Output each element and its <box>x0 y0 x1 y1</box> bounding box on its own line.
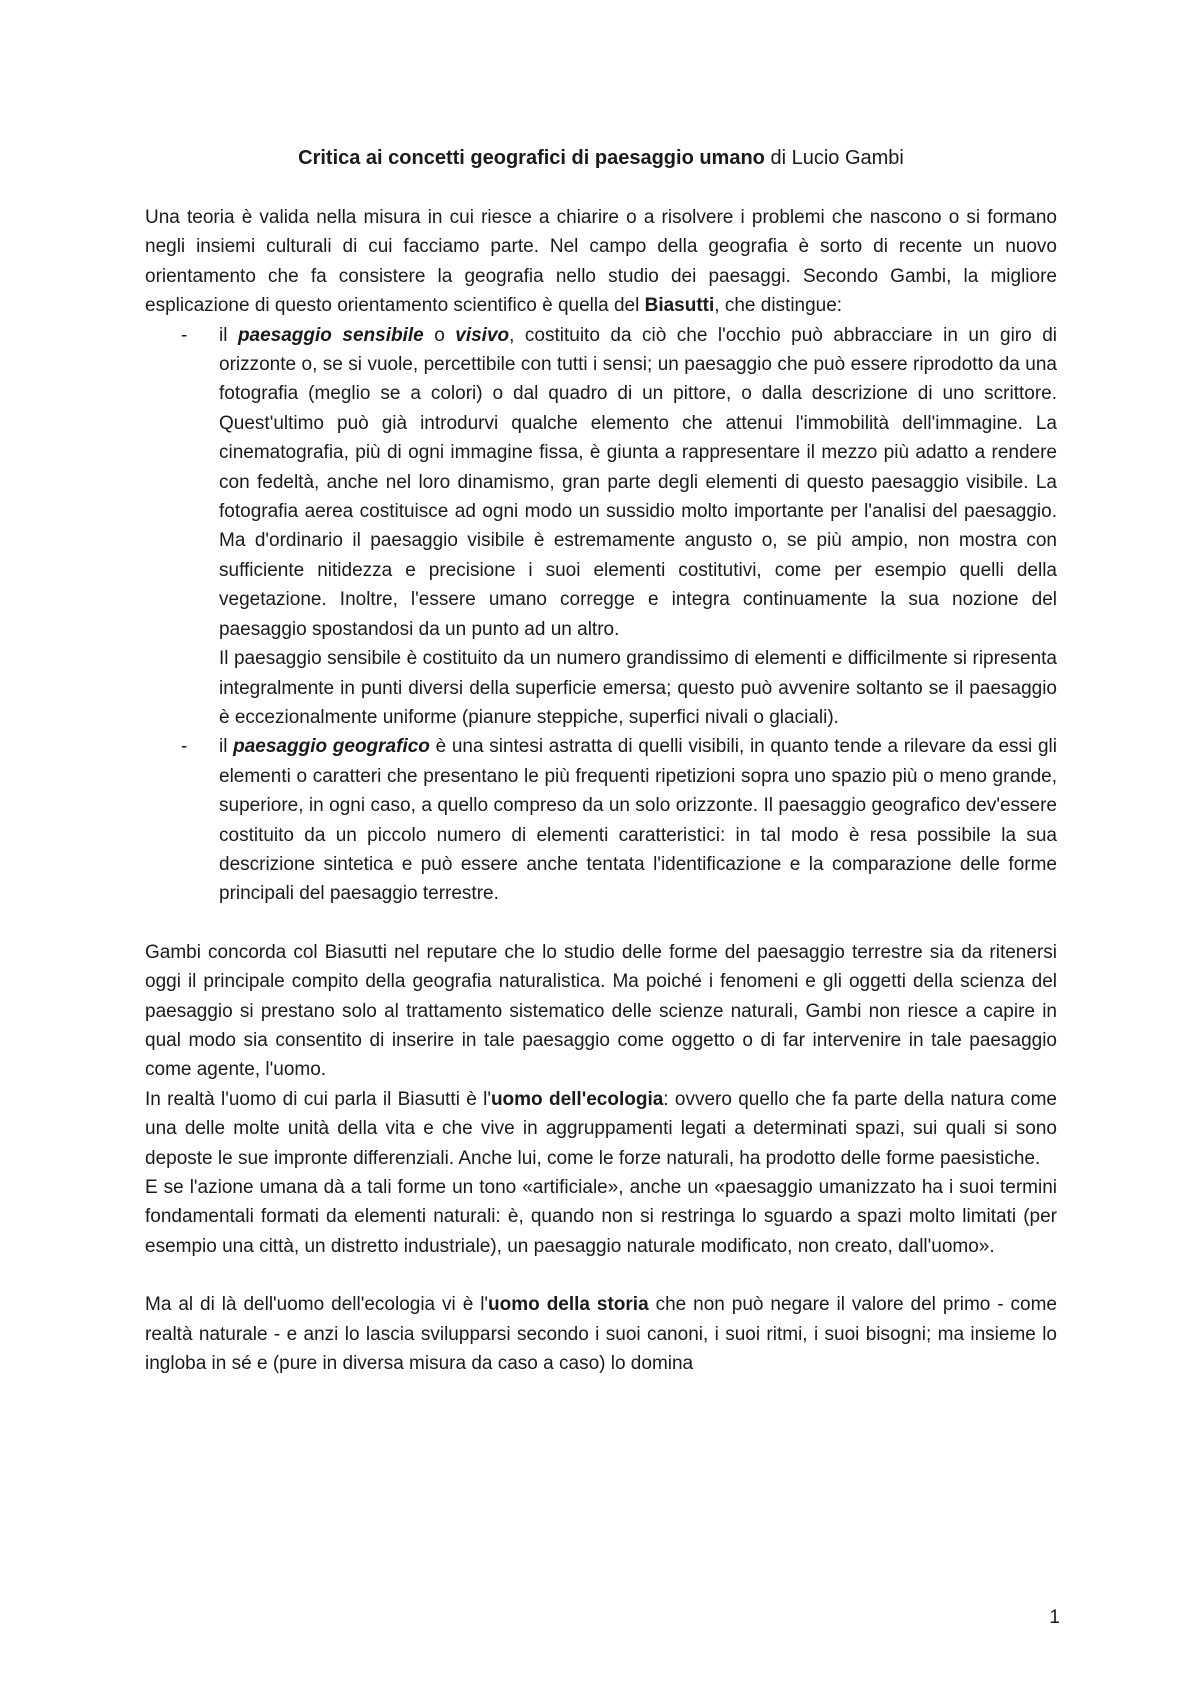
list-item-text <box>219 732 1057 908</box>
paragraph-gambi-concorda: Gambi concorda col Biasutti nel reputare che lo studio delle forme del paesaggio terrestre sia da ritenersi oggi il principale compito della geografia naturalistica. Ma poiché i fenomeni e gli oggetti della scienza del paesaggio si prestano solo al trattamento sistematico delle scienze naturali, Gambi non riesce a capire in qual modo sia consentito di inserire in tale paesaggio come oggetto o di far intervenire in tale paesaggio come agente, l'uomo. <box>145 941 1057 1081</box>
list-item-pre: il <box>219 324 238 346</box>
page-number: 1 <box>1049 1607 1060 1628</box>
list-item <box>145 732 1057 908</box>
document-body <box>145 203 1057 1378</box>
list-item-pre: il <box>219 736 234 758</box>
list-dash: - <box>181 736 188 758</box>
list-item-text-2: Il paesaggio sensibile è costituito da un numero grandissimo di elementi e difficilmente si ripresenta integralmente in punti diversi della superficie emersa; questo può avvenire soltanto se il paesaggio è eccezionalmente uniforme (pianure steppiche, superfici nivali o glaciali). <box>219 648 1057 728</box>
list-item-mid: o <box>423 324 456 346</box>
paragraph-gap <box>145 1261 1057 1290</box>
bold-uomo-ecologia: uomo dell'ecologia <box>490 1088 664 1110</box>
definition-list <box>145 321 1057 909</box>
intro-text: Una teoria è valida nella misura in cui riesce a chiarire o a risolvere i problemi che nascono o si formano negli insiemi culturali di cui facciamo parte. Nel campo della geografia è sorto di recente un nuovo orientamento che fa consistere la geografia nello studio dei paesaggi. Secondo Gambi, la migliore esplicazione di questo orientamento scientifico è quella del <box>145 207 1057 317</box>
list-item-body: , costituito da ciò che l'occhio può abbracciare in un giro di orizzonte o, se si vuole, percettibile con tutti i sensi; un paesaggio che può essere riprodotto da una fotografia (meglio se a colori) o dal quadro di un pittore, o dalla descrizione di uno scrittore. Quest'ultimo può già introdurvi qualche elemento che attenui l'immobilità dell'immagine. La cinematografia, più di ogni immagine fissa, è giunta a rappresentare il mezzo più adatto a rendere con fedeltà, anche nel loro dinamismo, gran parte degli elementi di questo paesaggio visibile. La fotografia aerea costituisce ad ogni modo un sussidio molto importante per l'analisi del paesaggio. Ma d'ordinario il paesaggio visibile è estremamente angusto o, se più ampio, non mostra con sufficiente nitidezza e precisione i suoi elementi costitutivi, come per esempio quelli della vegetazione. Inoltre, l'essere umano corregge e integra continuamente la sua nozione del paesaggio spostandosi da un punto ad un altro. <box>219 324 1057 640</box>
term-paesaggio-sensibile: paesaggio sensibile <box>237 324 424 346</box>
bold-uomo-storia: uomo della storia <box>488 1294 649 1316</box>
intro-tail: , che distingue: <box>714 295 843 317</box>
para3-pre: In realtà l'uomo di cui parla il Biasutti è l' <box>145 1088 491 1110</box>
list-item-text <box>219 321 1057 644</box>
para5-pre: Ma al di là dell'uomo dell'ecologia vi è l' <box>145 1294 489 1316</box>
document-title <box>145 143 1057 173</box>
term-paesaggio-geografico: paesaggio geografico <box>233 736 430 758</box>
paragraph-uomo-storia <box>145 1290 1057 1378</box>
term-visivo: visivo <box>455 324 510 346</box>
list-dash: - <box>181 324 188 346</box>
para5-post: che non può negare il valore del primo - come realtà naturale - e anzi lo lascia svilupparsi secondo i suoi canoni, i suoi ritmi, i suoi bisogni; ma insieme lo ingloba in sé e (pure in diversa misura da caso a caso) lo domina <box>145 1294 1057 1375</box>
title-main: Critica ai concetti geografici di paesaggio umano <box>298 147 765 169</box>
paragraph-gap <box>145 909 1057 938</box>
list-item <box>145 321 1057 733</box>
list-item-body: è una sintesi astratta di quelli visibili, in quanto tende a rilevare da essi gli elementi o caratteri che presentano le più frequenti ripetizioni sopra uno spazio più o meno grande, superiore, in ogni caso, a quello compreso da un solo orizzonte. Il paesaggio geografico dev'essere costituito da un piccolo numero di elementi caratteristici: in tal modo è resa possibile la sua descrizione sintetica e può essere anche tentata l'identificazione e la comparazione delle forme principali del paesaggio terrestre. <box>219 736 1057 905</box>
paragraph-uomo-ecologia <box>145 1085 1057 1173</box>
intro-paragraph <box>145 203 1057 321</box>
para3-post: : ovvero quello che fa parte della natura come una delle molte unità della vita e che vive in aggruppamenti legati a determinati spazi, sui quali si sono deposte le sue impronte differenziali. Anche lui, come le forze naturali, ha prodotto delle forme paesistiche. <box>145 1088 1057 1169</box>
intro-bold-biasutti: Biasutti <box>644 295 715 317</box>
title-author: di Lucio Gambi <box>770 147 904 169</box>
paragraph-azione-umana: E se l'azione umana dà a tali forme un tono «artificiale», anche un «paesaggio umanizzato ha i suoi termini fondamentali formati da elementi naturali: è, quando non si restringa lo sguardo a spazi molto limitati (per esempio una città, un distretto industriale), un paesaggio naturale modificato, non creato, dall'uomo». <box>145 1177 1057 1257</box>
